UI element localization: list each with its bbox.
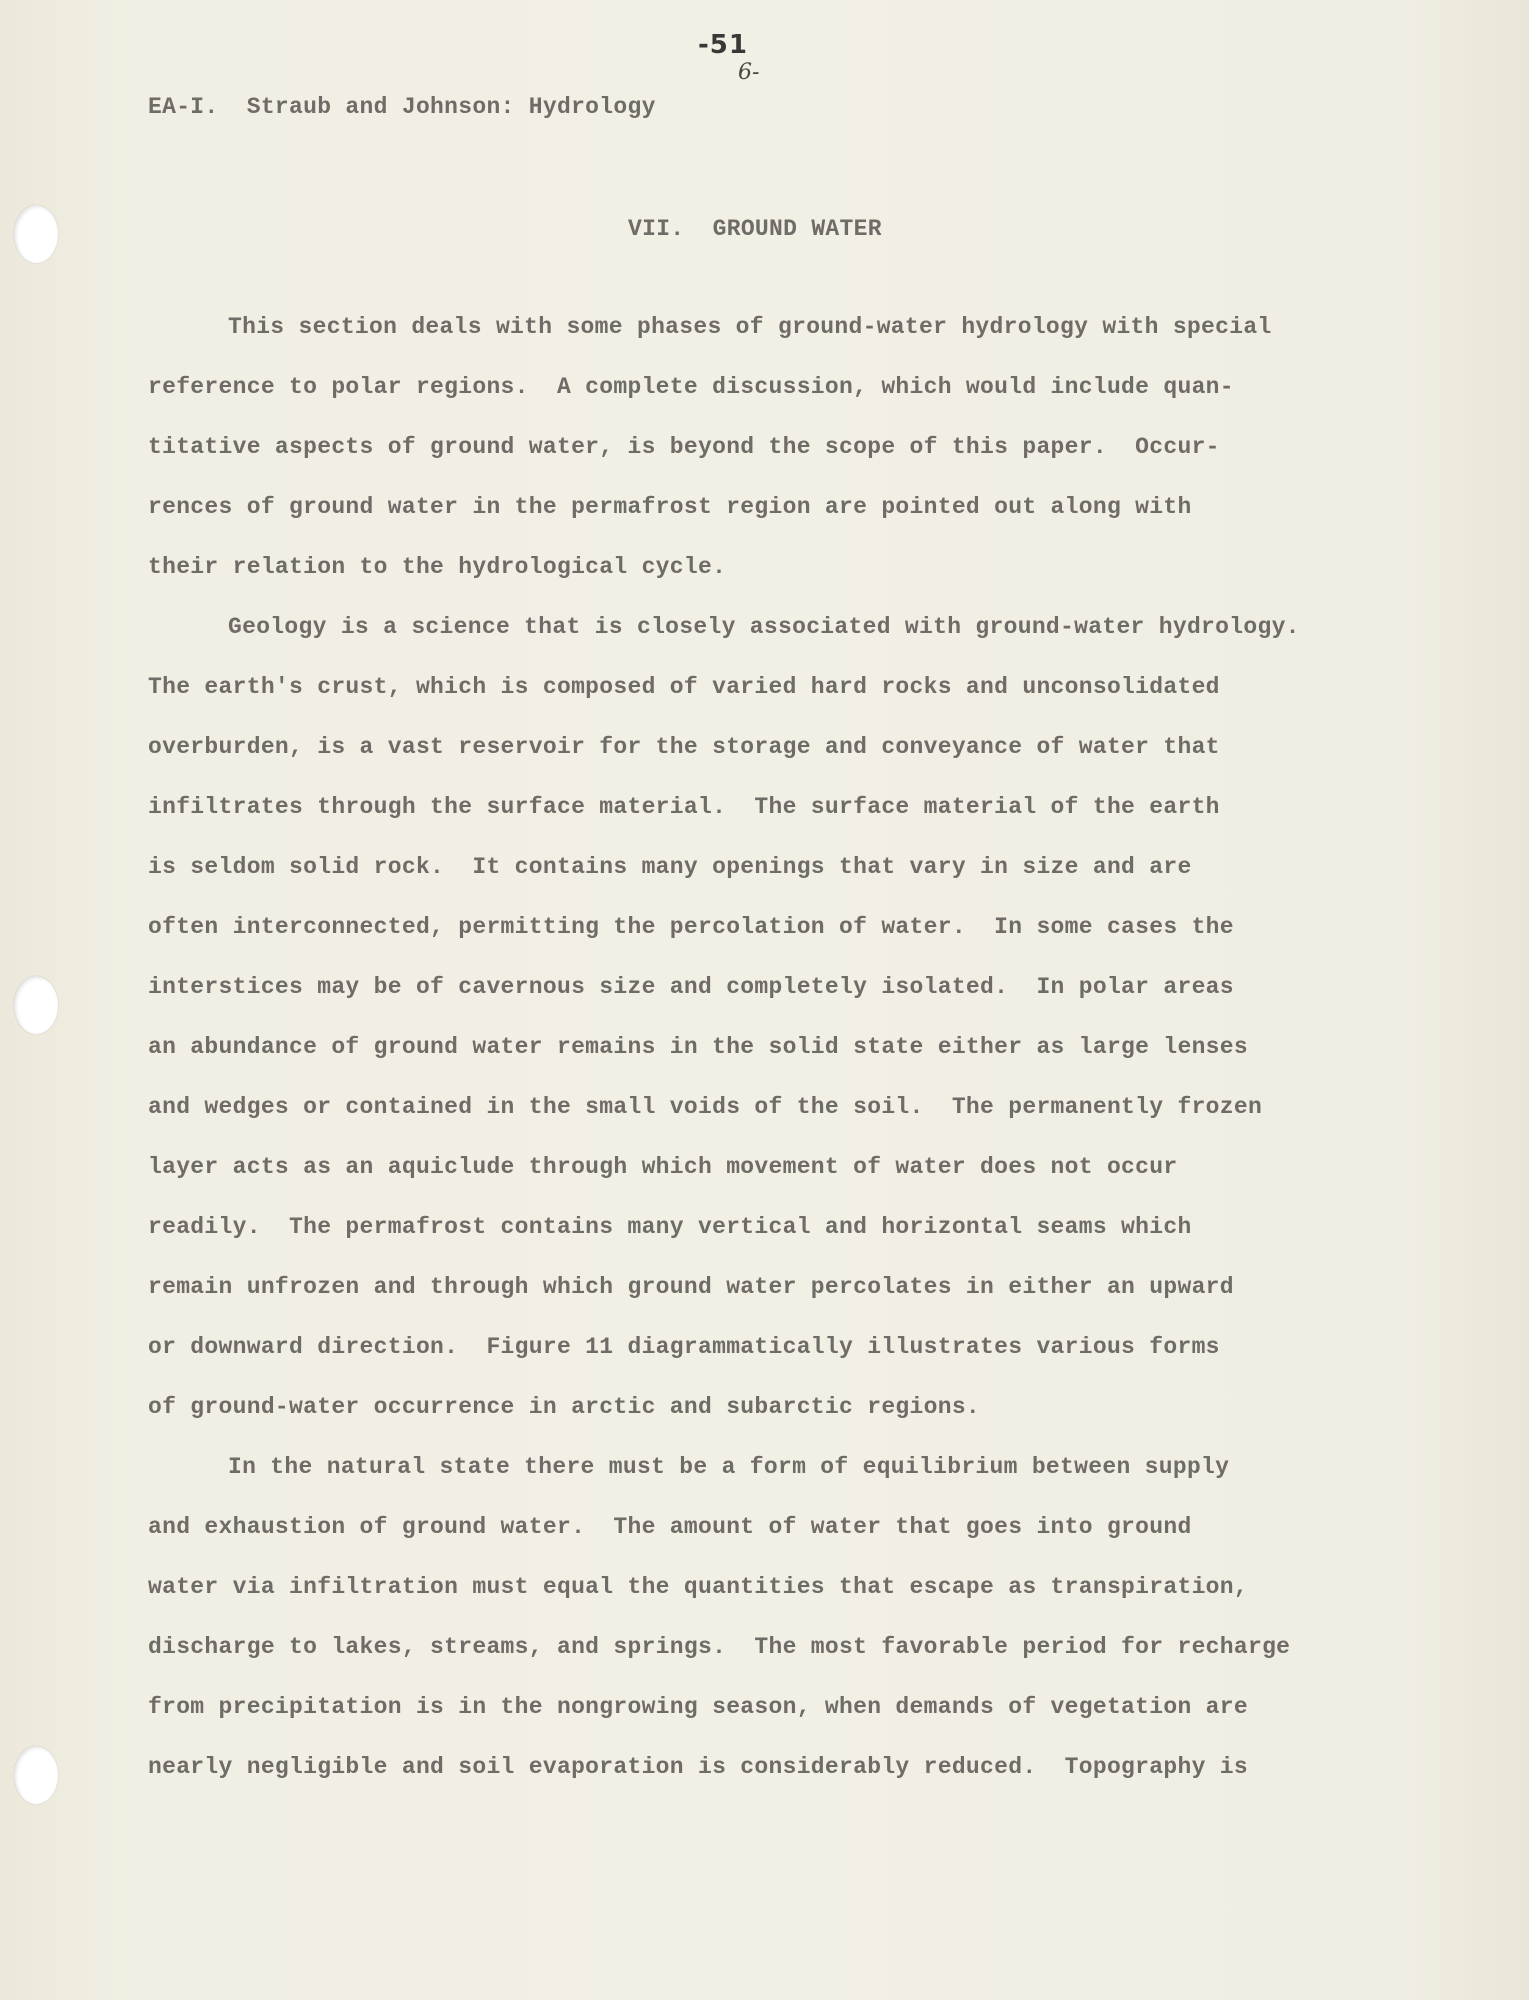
body-text (148, 297, 1408, 1797)
text-line: is seldom solid rock. It contains many openings that vary in size and are (148, 854, 1192, 880)
text-line: from precipitation is in the nongrowing season, when demands of vegetation are (148, 1694, 1248, 1720)
text-line: an abundance of ground water remains in the solid state either as large lenses (148, 1034, 1248, 1060)
text-line: rences of ground water in the permafrost region are pointed out along with (148, 494, 1192, 520)
text-line: interstices may be of cavernous size and completely isolated. In polar areas (148, 974, 1234, 1000)
text-line: water via infiltration must equal the quantities that escape as transpiration, (148, 1574, 1248, 1600)
binder-hole-middle (14, 976, 58, 1034)
running-head: EA-I. Straub and Johnson: Hydrology (148, 94, 656, 120)
section-heading: VII. GROUND WATER (628, 216, 882, 242)
handwritten-page-number: 6- (738, 60, 760, 85)
text-line: their relation to the hydrological cycle. (148, 554, 727, 580)
text-line: remain unfrozen and through which ground water percolates in either an upward (148, 1274, 1234, 1300)
binder-hole-top (14, 205, 58, 263)
text-line: This section deals with some phases of ground-water hydrology with special (228, 314, 1272, 340)
binder-hole-bottom (14, 1746, 58, 1804)
text-line: overburden, is a vast reservoir for the storage and conveyance of water that (148, 734, 1220, 760)
text-line: often interconnected, permitting the percolation of water. In some cases the (148, 914, 1234, 940)
text-line: readily. The permafrost contains many vertical and horizontal seams which (148, 1214, 1192, 1240)
text-line: titative aspects of ground water, is beyond the scope of this paper. Occur- (148, 434, 1220, 460)
text-line: reference to polar regions. A complete discussion, which would include quan- (148, 374, 1234, 400)
text-line: The earth's crust, which is composed of varied hard rocks and unconsolidated (148, 674, 1220, 700)
page-number: -51 (698, 30, 748, 60)
text-line: infiltrates through the surface material. The surface material of the earth (148, 794, 1220, 820)
text-line: layer acts as an aquiclude through which movement of water does not occur (148, 1154, 1178, 1180)
text-line: nearly negligible and soil evaporation is considerably reduced. Topography is (148, 1754, 1248, 1780)
text-line: In the natural state there must be a form of equilibrium between supply (228, 1454, 1230, 1480)
text-line: of ground-water occurrence in arctic and subarctic regions. (148, 1394, 981, 1420)
text-line: and exhaustion of ground water. The amount of water that goes into ground (148, 1514, 1192, 1540)
text-line: or downward direction. Figure 11 diagrammatically illustrates various forms (148, 1334, 1220, 1360)
text-line: discharge to lakes, streams, and springs. The most favorable period for recharge (148, 1634, 1291, 1660)
text-line: Geology is a science that is closely associated with ground-water hydrology. (228, 614, 1300, 640)
text-line: and wedges or contained in the small voids of the soil. The permanently frozen (148, 1094, 1263, 1120)
